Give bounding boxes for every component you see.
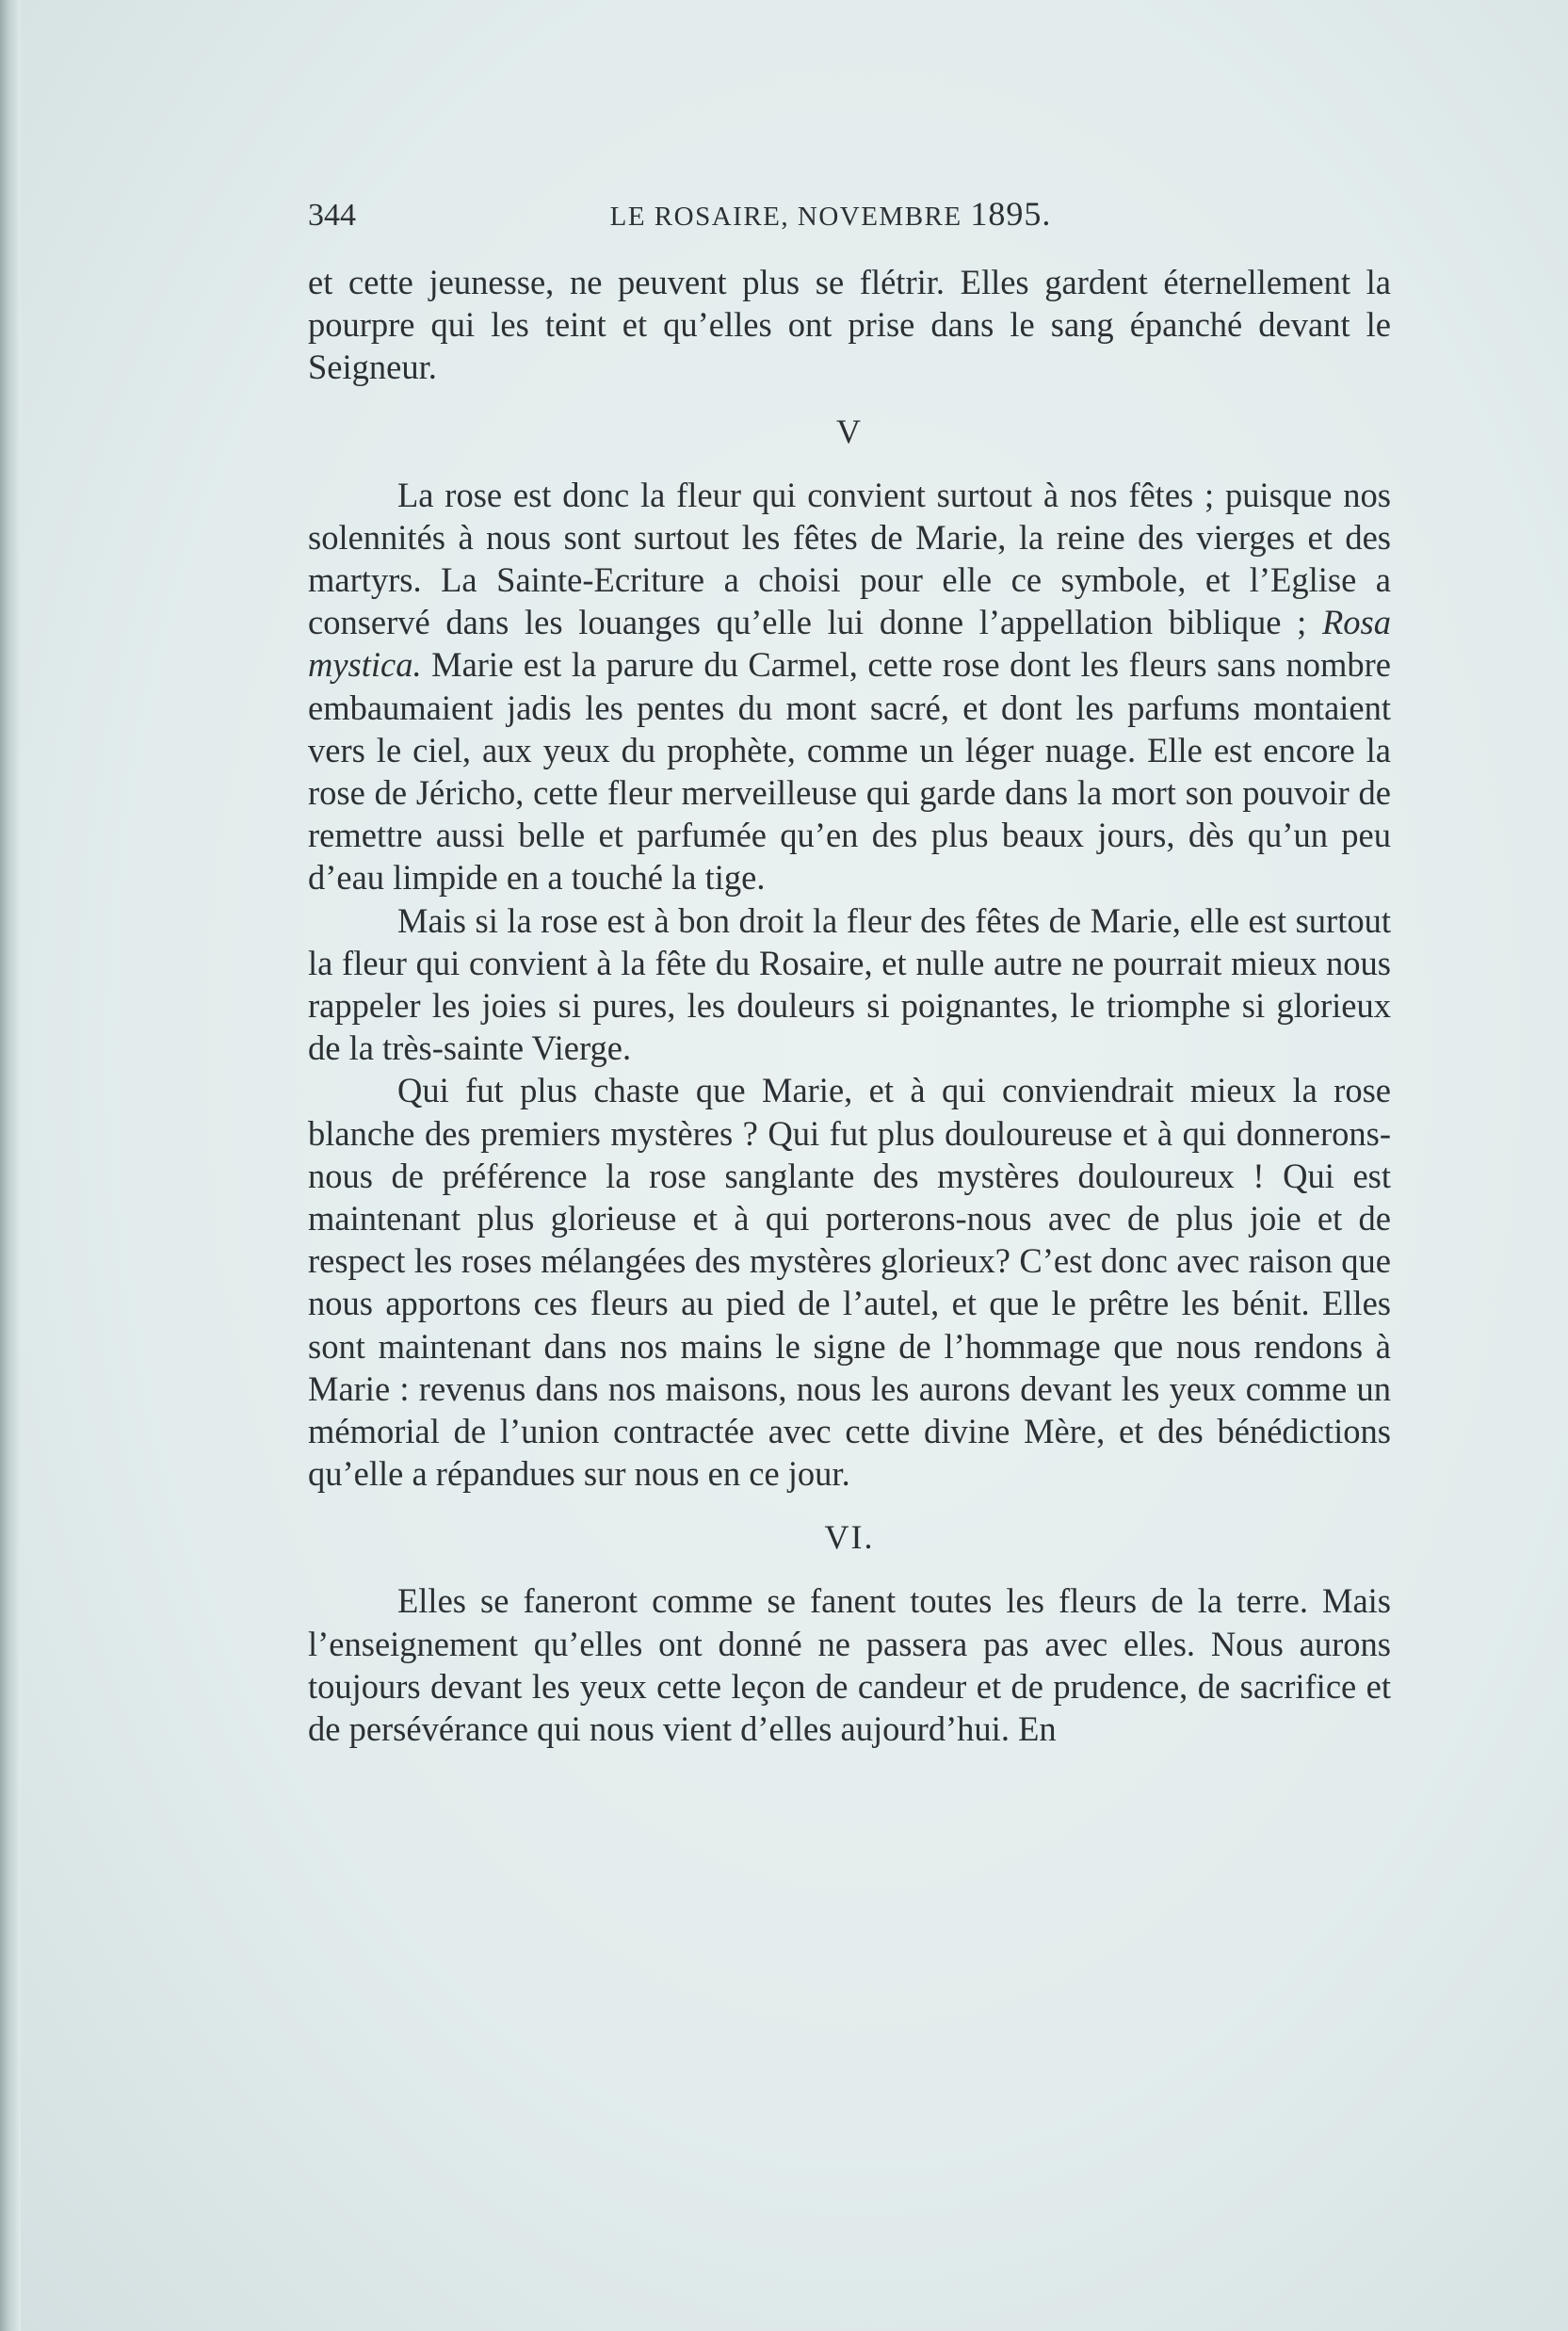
- paragraph-rose-fetes: [308, 474, 1391, 899]
- paragraph-rose-fetes-part2: Marie est la parure du Carmel, cette rose dont les fleurs sans nombre embaumaient jadis les pentes du mont sacré, et dont les parfums montaient vers le ciel, aux yeux du prophète, comme un léger nuage. Elle est encore la rose de Jéricho, cette fleur merveilleuse qui garde dans la mort son pouvoir de remettre aussi belle et parfumée qu’en des plus beaux jours, dès qu’un peu d’eau limpide en a touché la tige.: [308, 645, 1391, 898]
- page-header: [308, 193, 1391, 261]
- running-head: [383, 193, 1391, 238]
- paragraph-fete-rosaire: Mais si la rose est à bon droit la fleur des fêtes de Marie, elle est surtout la fleur qui convient à la fête du Rosaire, et nulle autre ne pourrait mieux nous rappeler les joies si pures, les douleurs si poignantes, le triomphe si glorieux de la très-sainte Vierge.: [308, 900, 1391, 1068]
- rosa-mystica-italic: Rosa mystica.: [308, 603, 1391, 685]
- paragraph-qui-fut: Qui fut plus chaste que Marie, et à qui conviendrait mieux la rose blanche des premiers mystères ? Qui fut plus douloureuse et à qui donnerons-nous de préférence la rose sanglante des mystères douloureux ! Qui est maintenant plus glorieuse et à qui porterons-nous avec de plus joie et de respect les roses mélangées des mystères glorieux? C’est donc avec raison que nous apportons ces fleurs au pied de l’autel, et que le prêtre les bénit. Elles sont maintenant dans nos mains le signe de l’hommage que nous rendons à Marie : revenus dans nos maisons, nous les aurons devant les yeux comme un mémorial de l’union contractée avec cette divine Mère, et des bénédictions qu’elle a répandues sur nous en ce jour.: [308, 1071, 1391, 1494]
- page-number: 344: [308, 198, 356, 233]
- section-heading-vi: VI.: [824, 1518, 875, 1557]
- running-head-title: LE ROSAIRE, NOVEMBRE: [609, 202, 962, 232]
- text-block: [308, 193, 1391, 1750]
- page-edge-shadow: [0, 0, 21, 2331]
- paragraph-continued: et cette jeunesse, ne peuvent plus se flétrir. Elles gardent éternellement la pourpre qui les teint et qu’elles ont prise dans le sang épanché devant le Seigneur.: [308, 263, 1391, 387]
- paragraph-rose-fetes-part1: La rose est donc la fleur qui convient surtout à nos fêtes ; puisque nos solennités à nous sont surtout les fêtes de Marie, la reine des vierges et des martyrs. La Sainte-Ecriture a choisi pour elle ce symbole, et l’Eglise a conservé dans les louanges qu’elle lui donne l’appellation biblique ;: [308, 475, 1391, 642]
- running-head-year: 1895.: [970, 195, 1052, 233]
- paragraph-faneront: Elles se faneront comme se fanent toutes les fleurs de la terre. Mais l’enseignement qu’elles ont donné ne passera pas avec elles. Nous aurons toujours devant les yeux cette leçon de candeur et de prudence, de sacrifice et de persévérance qui nous vient d’elles aujourd’hui. En: [308, 1581, 1391, 1749]
- section-heading-v: V: [836, 412, 863, 450]
